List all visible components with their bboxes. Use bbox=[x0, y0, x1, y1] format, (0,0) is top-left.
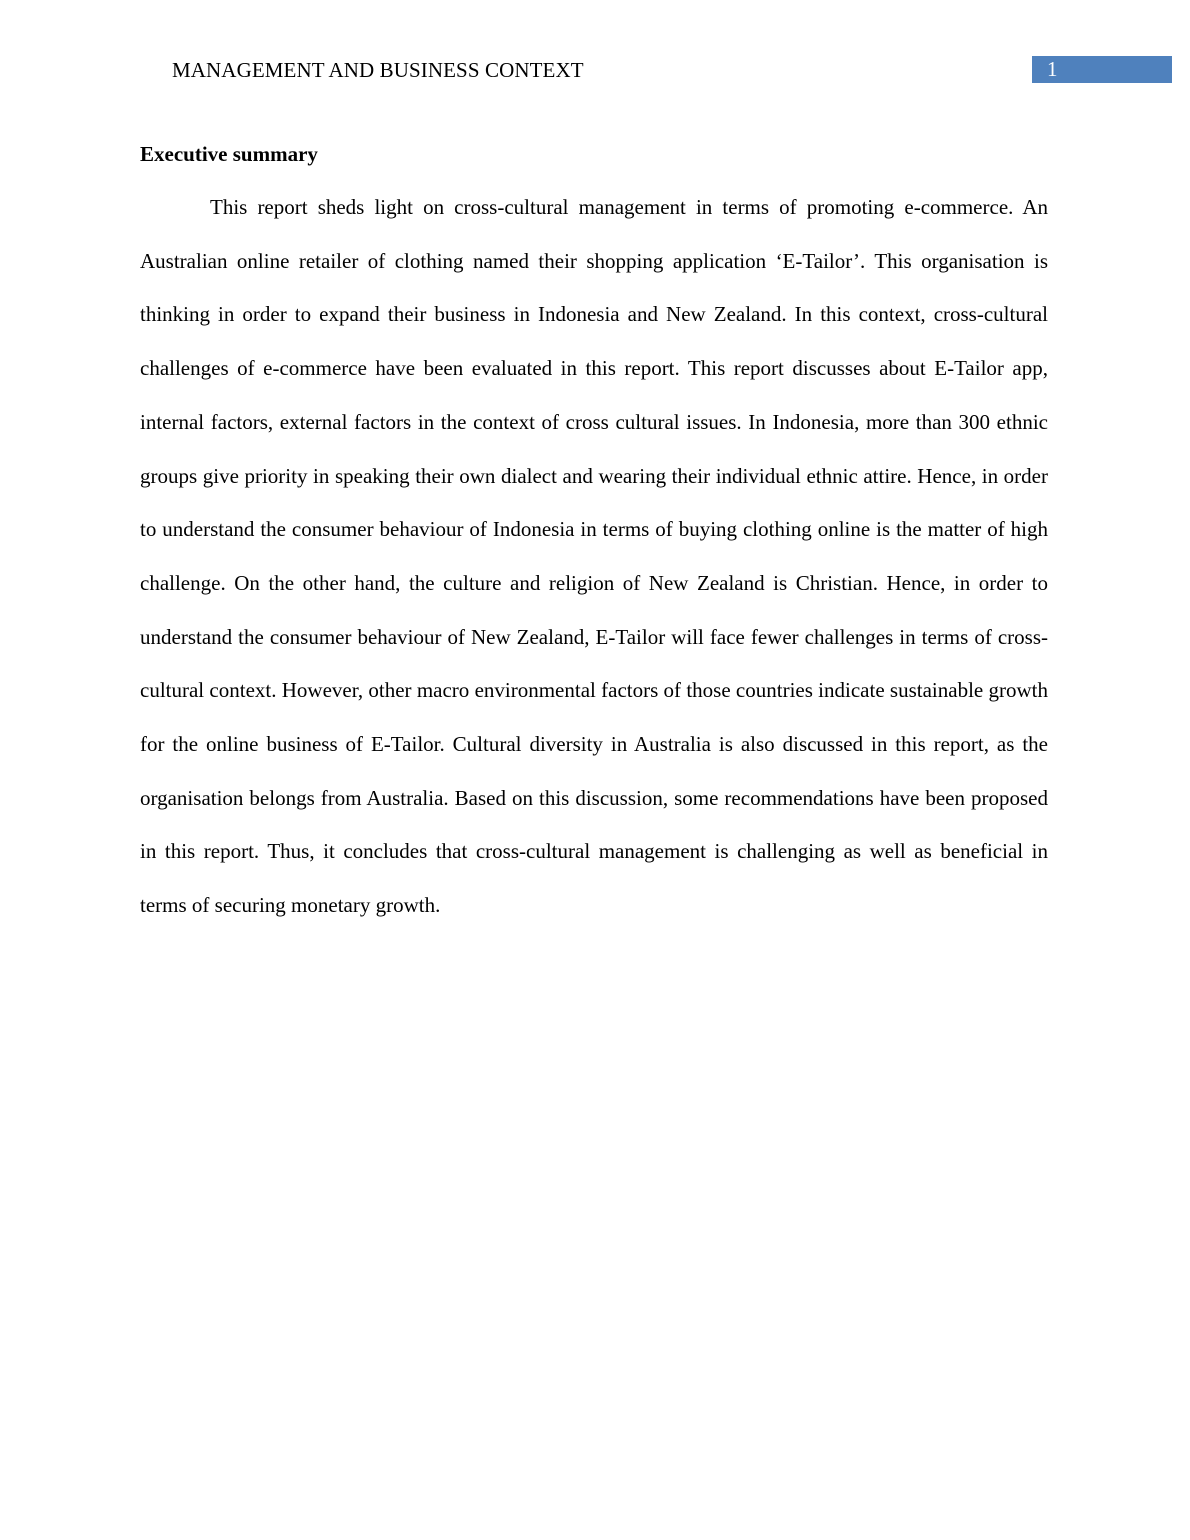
executive-summary-paragraph: This report sheds light on cross-cultural management in terms of promoting e-commerce. An Australian online retailer of clothing named their shopping application ‘E-Tailor’. This organisation is thinking in order to expand their business in Indonesia and New Zealand. In this context, cross-cultural challenges of e-commerce have been evaluated in this report. This report discusses about E-Tailor app, internal factors, external factors in the context of cross cultural issues. In Indonesia, more than 300 ethnic groups give priority in speaking their own dialect and wearing their individual ethnic attire. Hence, in order to understand the consumer behaviour of Indonesia in terms of buying clothing online is the matter of high challenge. On the other hand, the culture and religion of New Zealand is Christian. Hence, in order to understand the consumer behaviour of New Zealand, E-Tailor will face fewer challenges in terms of cross-cultural context. However, other macro environmental factors of those countries indicate sustainable growth for the online business of E-Tailor. Cultural diversity in Australia is also discussed in this report, as the organisation belongs from Australia. Based on this discussion, some recommendations have been proposed in this report. Thus, it concludes that cross-cultural management is challenging as well as beneficial in terms of securing monetary growth. bbox=[140, 195, 1048, 918]
running-header-title: MANAGEMENT AND BUSINESS CONTEXT bbox=[172, 58, 584, 82]
page-number-badge: 1 bbox=[1032, 56, 1172, 83]
section-heading: Executive summary bbox=[140, 142, 318, 166]
